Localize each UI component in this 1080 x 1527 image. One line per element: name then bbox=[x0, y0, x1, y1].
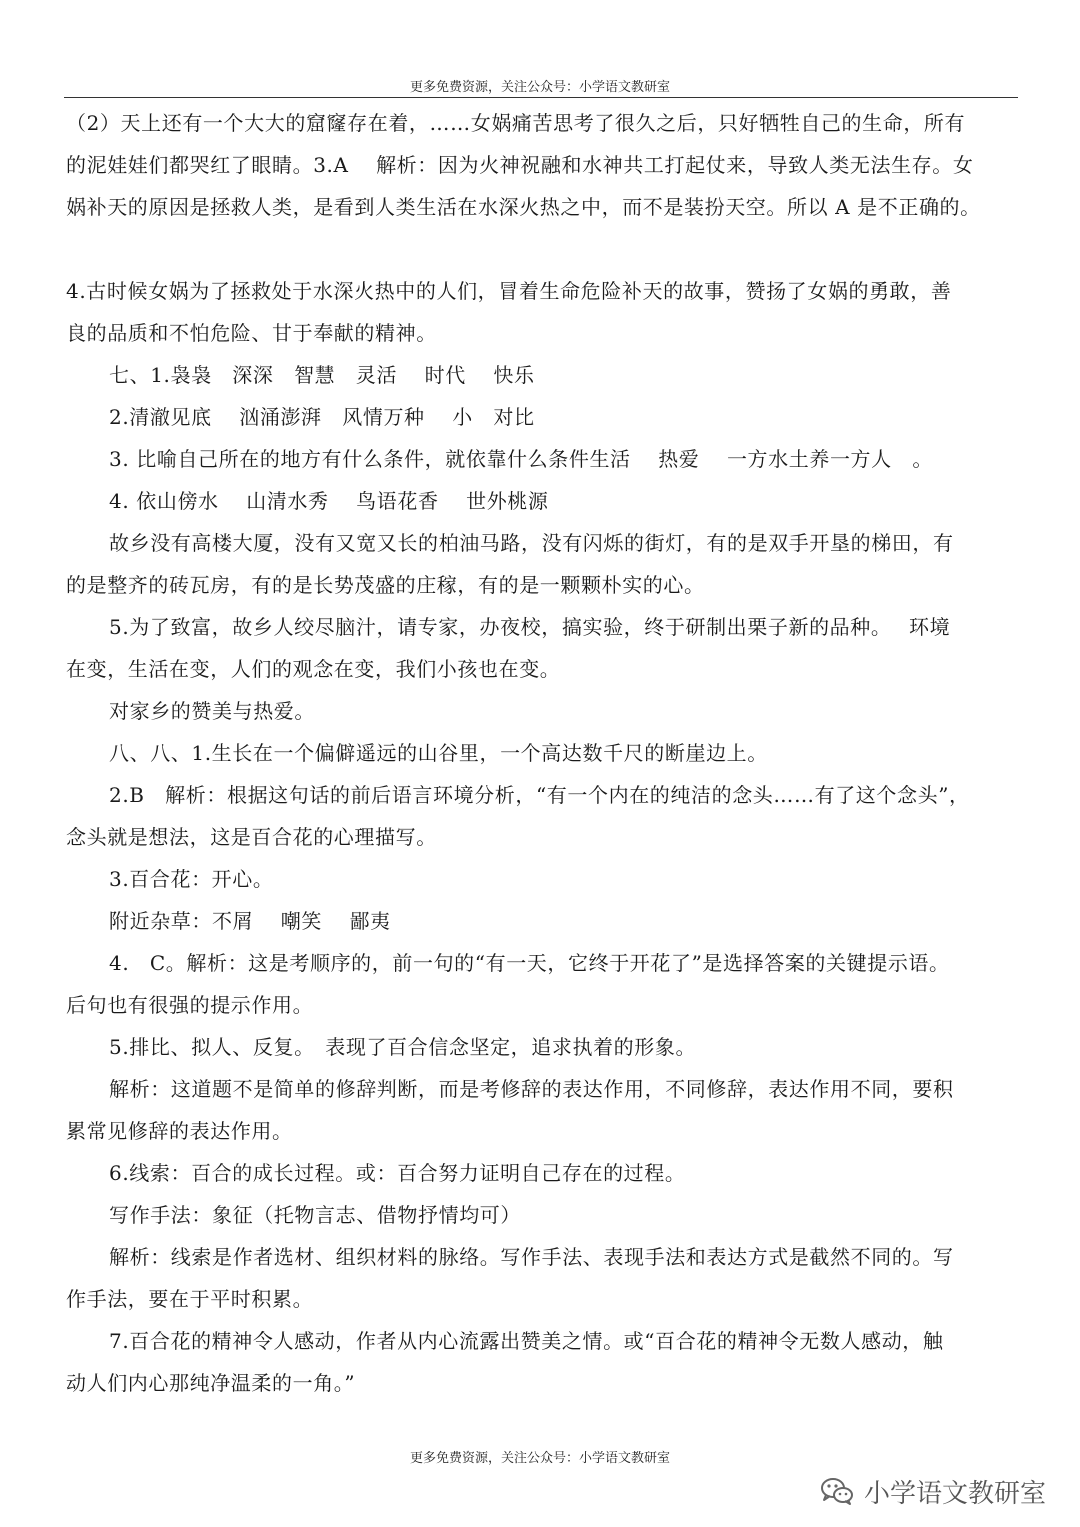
page-footer: 更多免费资源，关注公众号：小学语文教研室 bbox=[409, 1451, 670, 1466]
text-line: 良的品质和不怕危险、甘于奉献的精神。 bbox=[66, 321, 437, 345]
text-line: 5.排比、拟人、反复。 表现了百合信念坚定，追求执着的形象。 bbox=[109, 1035, 697, 1059]
text-line: 4.古时候女娲为了拯救处于水深火热中的人们，冒着生命危险补天的故事，赞扬了女娲的勇敢，善 bbox=[66, 279, 952, 303]
page-header: 更多免费资源，关注公众号：小学语文教研室 bbox=[409, 80, 670, 95]
text-line: 娲补天的原因是拯救人类，是看到人类生活在水深火热之中，而不是装扮天空。所以 A 是不正确的。 bbox=[66, 195, 981, 219]
text-line: 6.线索：百合的成长过程。或：百合努力证明自己存在的过程。 bbox=[109, 1161, 686, 1185]
text-line: 作手法，要在于平时积累。 bbox=[66, 1287, 314, 1311]
text-line: 2.清澈见底 汹涌澎湃 风情万种 小 对比 bbox=[109, 405, 535, 429]
text-line: 在变，生活在变，人们的观念在变，我们小孩也在变。 bbox=[66, 657, 561, 681]
text-line: 3.百合花：开心。 bbox=[109, 867, 274, 891]
text-line: 附近杂草：不屑 嘲笑 鄙夷 bbox=[109, 909, 391, 933]
text-line: 念头就是想法，这是百合花的心理描写。 bbox=[66, 825, 437, 849]
text-line: 4. 依山傍水 山清水秀 鸟语花香 世外桃源 bbox=[109, 489, 549, 513]
text-line: 解析：这道题不是简单的修辞判断，而是考修辞的表达作用，不同修辞，表达作用不同，要积 bbox=[109, 1077, 954, 1101]
text-line: 3. 比喻自己所在的地方有什么条件，就依靠什么条件生活 热爱 一方水土养一方人 。 bbox=[109, 447, 933, 471]
text-line: 5.为了致富，故乡人绞尽脑汁，请专家，办夜校，搞实验，终于研制出栗子新的品种。 环境 bbox=[109, 615, 951, 639]
text-line: 的泥娃娃们都哭红了眼睛。3.A 解析：因为火神祝融和水神共工打起仗来，导致人类无法生存。女 bbox=[66, 153, 974, 177]
text-line: 解析：线索是作者选材、组织材料的脉络。写作手法、表现手法和表达方式是截然不同的。写 bbox=[109, 1245, 954, 1269]
text-line: 写作手法：象征（托物言志、借物抒情均可） bbox=[109, 1203, 521, 1227]
header-divider bbox=[64, 97, 1018, 98]
text-line: 的是整齐的砖瓦房，有的是长势茂盛的庄稼，有的是一颗颗朴实的心。 bbox=[66, 573, 705, 597]
wechat-watermark bbox=[820, 1473, 1046, 1509]
text-line: 八、八、1.生长在一个偏僻遥远的山谷里，一个高达数千尺的断崖边上。 bbox=[109, 741, 768, 765]
answer-content bbox=[66, 102, 1018, 1404]
text-line: 故乡没有高楼大厦，没有又宽又长的柏油马路，没有闪烁的街灯，有的是双手开垦的梯田，有 bbox=[109, 531, 954, 555]
text-line: 后句也有很强的提示作用。 bbox=[66, 993, 314, 1017]
watermark-text: 小学语文教研室 bbox=[864, 1478, 1047, 1509]
text-line: 七、1.袅袅 深深 智慧 灵活 时代 快乐 bbox=[109, 363, 535, 387]
text-line: 4. C。解析：这是考顺序的，前一句的“有一天，它终于开花了”是选择答案的关键提示语。 bbox=[109, 951, 950, 975]
text-line: 动人们内心那纯净温柔的一角。” bbox=[66, 1371, 356, 1395]
text-line: 累常见修辞的表达作用。 bbox=[66, 1119, 293, 1143]
blank-gap bbox=[66, 228, 1018, 270]
wechat-icon bbox=[820, 1476, 854, 1506]
text-line: 对家乡的赞美与热爱。 bbox=[109, 699, 315, 723]
text-line: 2.B 解析：根据这句话的前后语言环境分析，“有一个内在的纯洁的念头……有了这个念头”， bbox=[109, 783, 970, 807]
text-line: 7.百合花的精神令人感动，作者从内心流露出赞美之情。或“百合花的精神令无数人感动，触 bbox=[109, 1329, 944, 1353]
text-line: （2）天上还有一个大大的窟窿存在着，……女娲痛苦思考了很久之后，只好牺牲自己的生命，所有 bbox=[66, 111, 966, 135]
